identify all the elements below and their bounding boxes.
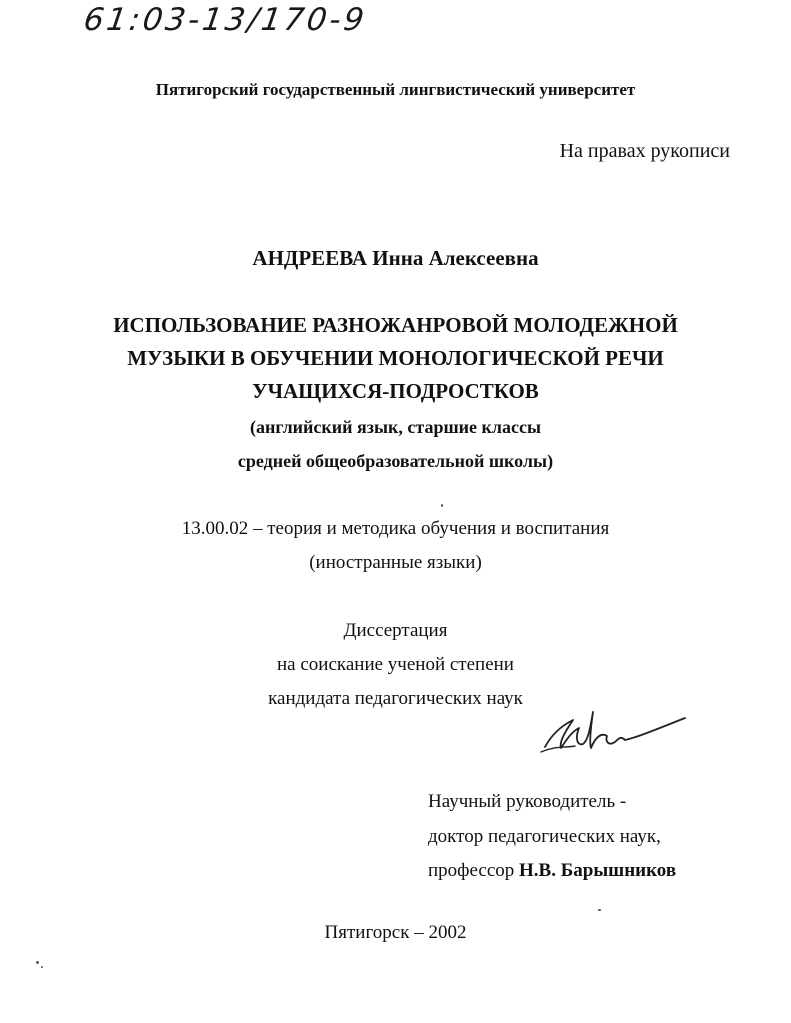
supervisor-role: Научный руководитель -	[428, 791, 627, 812]
rights-note: На правах рукописи	[559, 140, 730, 162]
scan-speck	[41, 966, 43, 968]
specialty-languages: (иностранные языки)	[309, 552, 482, 573]
author-surname: АНДРЕЕВА	[252, 246, 368, 270]
subtitle-line-1: (английский язык, старшие классы	[249, 417, 542, 437]
subtitle-line-2: средней общеобразовательной школы)	[237, 451, 554, 471]
supervisor-degree: доктор педагогических наук,	[428, 826, 661, 847]
specialty-code: 13.00.02 – теория и методика обучения и воспитания	[181, 518, 610, 539]
title-line-1: ИСПОЛЬЗОВАНИЕ РАЗНОЖАНРОВОЙ МОЛОДЕЖНОЙ	[113, 313, 678, 337]
author-name	[0, 246, 791, 271]
author-given-names: Инна Алексеевна	[372, 246, 539, 270]
scan-speck	[441, 504, 443, 507]
degree-type: Диссертация	[343, 620, 448, 641]
city-year: Пятигорск – 2002	[324, 922, 467, 943]
supervisor-name: Н.В. Барышников	[519, 860, 677, 881]
title-line-2: МУЗЫКИ В ОБУЧЕНИИ МОНОЛОГИЧЕСКОЙ РЕЧИ	[127, 346, 664, 370]
degree-purpose: на соискание ученой степени	[277, 654, 514, 675]
archive-number-stamp: 61:03-13/170-9	[81, 2, 370, 38]
supervisor-line	[428, 860, 676, 882]
university-name: Пятигорский государственный лингвистический университет	[155, 80, 636, 99]
title-line-3: УЧАЩИХСЯ-ПОДРОСТКОВ	[252, 379, 539, 403]
signature	[535, 702, 695, 762]
scan-speck	[598, 909, 601, 911]
supervisor-rank: профессор	[428, 860, 515, 881]
degree-field: кандидата педагогических наук	[268, 688, 523, 709]
scan-speck	[36, 961, 39, 964]
